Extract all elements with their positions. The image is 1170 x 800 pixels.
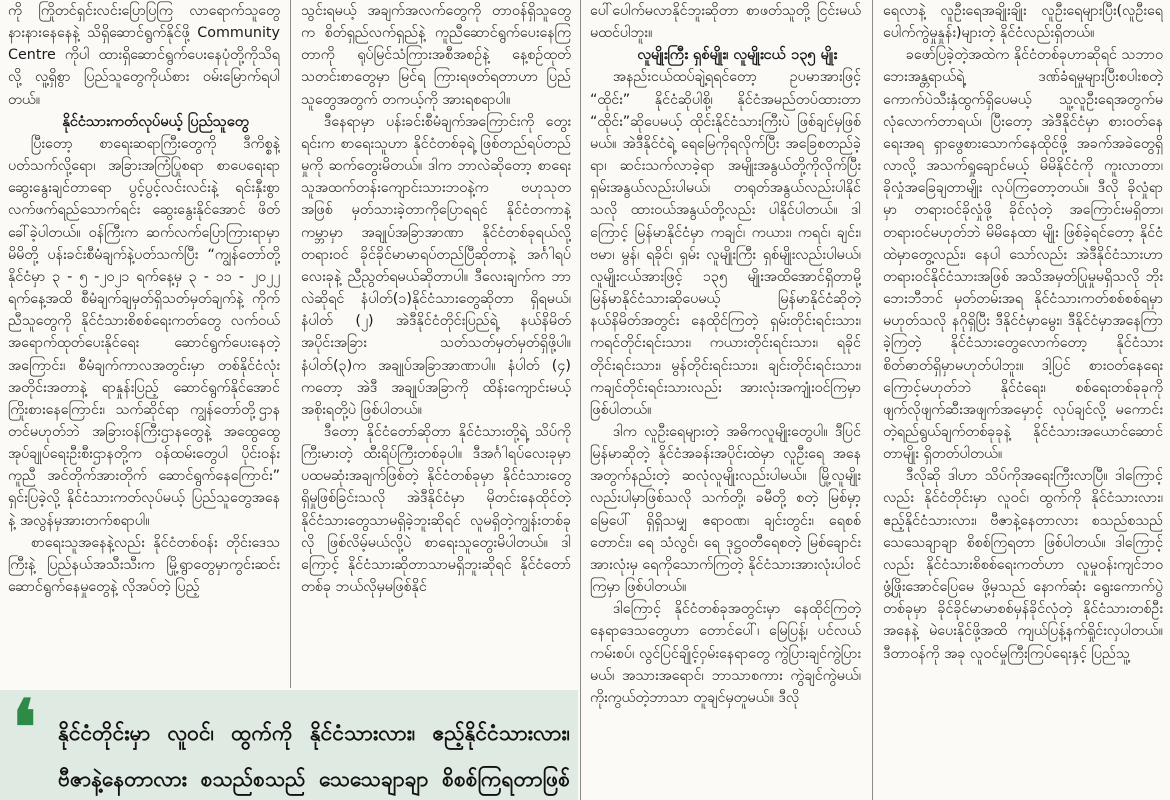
quote-mark-icon: ❛ — [12, 690, 37, 772]
paragraph: ပေါ်ပေါက်မလာနိုင်ဘူးဆိုတာ စာဖတ်သူတို့ ငြင်းမယ်မထင်ပါဘူး။ — [590, 3, 861, 42]
paragraph: ရေလာနဲ့ လူဦးရေအချိုးချိုး လူဦးရေများပြီး(လူဦးရေ ပေါက်ကွဲမှုနှုန်း)များတဲ့ နိုင်ငံလည်းရှိတယ်။ — [883, 3, 1163, 42]
paragraph: စာရေးသူအနေနဲ့လည်း နိုင်ငံတစ်ဝန်း တိုင်းဒေသကြီးနဲ့ ပြည်နယ်အသီးသီးက မြို့ရွာတွေမှာကွင်းဆင်းဆောင်ရွက်နေမှုတွေနဲ့ လိုအပ်တဲ့ ပြည့် — [8, 534, 280, 596]
pull-quote-text: နိုင်ငံတိုင်းမှာ လူဝင်၊ ထွက်ကို နိုင်ငံသားလား၊ ဧည့်နိုင်ငံသားလား၊ ဗီဇာနဲ့နေတာလား စသည်စသည် သေသေချာချာ စိစစ်ကြရတာဖြစ် — [58, 721, 570, 791]
paragraph: ခဖော်ပြခဲ့တဲ့အထဲက နိုင်ငံတစ်ခုဟာဆိုရင် သဘာဝဘေးအန္တရာယ်ရဲ့ ဒဏ်ခံရမှုများပြီးစပါးစတဲ့ ကောက်ပဲသီးနှံထွက်ရှိပေမယ့် သူ့လူဦးရေအတွက်မလုံလောက်တာရယ်၊ ပြီးတော့ အဲဒီနိုင်ငံမှာ စားဝတ်နေရေးအရ ရှာဖွေစားသောက်နေထိုင်ဖို့ အခက်အခဲတွေရှိလာလို့ အသက်ရှုချောင်မယ့် မိမိနိုင်ငံကို ကူးလာတာ၊ ခိုလှုံအခြေချတာမျိုး လုပ်ကြတော့တယ်။ ဒီလို ခိုလှုံရာမှာ တရားဝင်ခိုလှုံဖို့ ခိုင်လုံတဲ့ အကြောင်းမရှိတာ၊ တရားဝင်မဟုတ်ဘဲ မိမိနေထာ မျိုး ဖြစ်ခဲ့ရင်တော့ နိုင်ငံထဲမှာတွေ့လည်း၊ နေပါ သော်လည်း အဲဒီနိုင်ငံသားဟာ တရားဝင်နိုင်ငံသားအဖြစ် အသိအမှတ်ပြုမှုမရှိသလို ဘိုးဘေးဘီဘင် မှတ်တမ်းအရ နိုင်ငံသားကတ်စစ်စစ်ရမှာ မဟုတ်သလို နဂိုရှိပြီး ဒီနိုင်ငံမှာမွေး၊ ဒီနိုင်ငံမှာအနေကြာခဲ့ကြတဲ့ နိုင်ငံသားတွေလောက်တော့ နိုင်ငံသားစိတ်ဓာတ်ရှိမှာမဟုတ်ပါဘူး။ ဒါ့ပြင် စားဝတ်နေရေးကြောင့်မဟုတ်ဘဲ နိုင်ငံရေး၊ စစ်ရေးတစ်ခုခုကိုဖျက်လိုဖျက်ဆီးအဖျက်အမှောင့် လုပ်ချင်လို့ မကောင်းတဲ့ရည်ရွယ်ချက်တစ်ခုခုနဲ့ နိုင်ငံသားအယောင်ဆောင်တာမျိုး ရှိတတ်ပါတယ်။ — [883, 47, 1163, 463]
paragraph: ပြီးတော့ စာရေးဆရာကြီးတွေကို ဒီကိစ္စနဲ့ ပတ်သက်လို့ရော၊ အခြားအကြံပြုစရာ စာပေရေးရာဆွေးနွေးချင်တာရော ပွင့်ပွင့်လင်းလင်းနဲ့ ရင်းနှီးစွာ လက်ဖက်ရည်သောက်ရင်း ဆွေးနွေးနိုင်အောင် ဖိတ်ခေါ်ခဲ့ပါတယ်။ ဝန်ကြီးက ဆက်လက်ပြောကြားရာမှာ မိမိတို့ ပန်းခင်းစီမံချက်နဲ့ပတ်သက်ပြီး “ကျွန်တော်တို့နိုင်ငံမှာ ၃ - ၅ -၂၀၂၁ ရက်နေ့မှ ၃ - ၁၁ - ၂၀၂၂ ရက်နေ့အထိ စီမံချက်ချမှတ်ရှိသတ်မှတ်ချက်နဲ့ ကိုက်ညီသူတွေကို နိုင်ငံသားစိစစ်ရေးကတ်တွေ လက်ဝယ်အရောက်ထုတ်ပေးနိုင်ရေး ဆောင်ရွက်ပေးနေတဲ့အကြောင်း၊ စီမံချက်ကာလအတွင်းမှာ တစ်နိုင်ငံလုံးအတိုင်းအတာနဲ့ ရာနှုန်းပြည့် ဆောင်ရွက်နိုင်အောင် ကြိုးစားနေကြောင်း၊ သက်ဆိုင်ရာ ကျွန်တော်တို့ဌာနတင်မဟုတ်ဘဲ အခြားဝန်ကြီးဌာနတွေနဲ့ အထွေထွေအုပ်ချုပ်ရေးဦးစီးဌာနတို့က ဝန်ထမ်းတွေပါ ပိုင်းဝန်းကူညီ အင်တိုက်အားတိုက် ဆောင်ရွက်နေကြောင်း” ရှင်းပြခဲ့လို့ နိုင်ငံသားကတ်လုပ်မယ့် ပြည်သူတွေအနေနဲ့ အလွန်မှအားတက်စရာပါ။ — [8, 135, 280, 529]
pull-quote-box — [0, 690, 578, 800]
section-heading: လူမျိုးကြီး ရှစ်မျိုး၊ လူမျိုးငယ် ၁၃၅ မျိုး — [637, 46, 838, 64]
paragraph: ဒီတော့ နိုင်ငံတော်ဆိုတာ နိုင်ငံသားတို့ရဲ့ သိပ်ကိုကြီးမားတဲ့ ထီးရိပ်ကြီးတစ်ခုပါ။ ဒီအင်္ဂါရပ်လေးခုမှာ ပထမဆုံးအချက်ဖြစ်တဲ့ နိုင်ငံတစ်ခုမှာ နိုင်ငံသားတွေရှိမှုဖြစ်ခြင်းသလို အဲဒီနိုင်ငံမှာ မိုတင်းနေထိုင်တဲ့ နိုင်ငံသားတွေသာမရှိခဲ့ဘူးဆိုရင် လူမရှိတဲ့ကျွန်းတစ်ခုလို ဖြစ်လိမ့်မယ်လို့ပဲ စာရေးသူတွေးမိပါတယ်။ ဒါကြောင့် နိုင်ငံသားဆိုတာသာမရှိဘူးဆိုရင် နိုင်ငံတော်တစ်ခု ဘယ်လိုမှမဖြစ်နိုင် — [301, 423, 571, 596]
article-column-4 — [883, 0, 1163, 800]
paragraph: သွင်းရမယ့် အချက်အလက်တွေကို တာဝန်ရှိသူတွေက စိတ်ရှည်လက်ရှည်နဲ့ ကူညီဆောင်ရွက်ပေးနေကြတာကို ရုပ်မြင်သံကြားအစီအစဉ်နဲ့ နေ့စဉ်ထုတ် သတင်းစာတွေမှာ မြင်ရ ကြားရဖတ်ရတာဟာ ပြည်သူတွေအတွက် တကယ့်ကို အားရစရာပါ။ — [301, 3, 571, 108]
section-heading: နိုင်ငံသားကတ်လုပ်မယ့် ပြည်သူတွေ — [62, 112, 250, 130]
column-divider — [872, 0, 873, 800]
column-divider — [580, 0, 581, 800]
paragraph: ဒါက လူဦးရေများတဲ့ အဓိကလူမျိုးတွေပါ။ ဒီပြင် မြန်မာဆိုတဲ့ နိုင်ငံအခန်းအပိုင်းထဲမှာ လူဦးရေ အနေအတွက်နည်းတဲ့ ဆလုံလူမျိုးလည်းပါမယ်။ မြို့လူမျိုးလည်းပါမှာဖြစ်သလို သက်တို့၊ ခမီတို့ စတဲ့ မြစ်မှာ့မြေပေါ် ရှိရှိသမျှ ဧရာဝဏ၊ ချင်းတွင်း၊ ရေစစ် တောင်း၊ ရေ သံလွင်၊ ရေ ဒုဋ္ဌဝတီရေစတဲ့ မြစ်ချောင်းအားလုံးမှ ရေကိုသောက်ကြတဲ့ နိုင်ငံသားအားလုံးပါဝင်ကြမှာ ဖြစ်ပါတယ်။ — [590, 423, 861, 596]
paragraph: ကို ကြိုတင်ရှင်းလင်းပြောပြကြ လာရောက်သူတွေ နားနားနေနေနဲ့ သိရှိဆောင်ရွက်နိုင်ဖို့ Community Centre ကိုပါ ထားရှိဆောင်ရွက်ပေးနေပုံတို့ကိုသိရလို့ လူ့ရှိစွာ ပြည်သူတွေကိုယ်စား ဝမ်းမြောက်ရပါတယ်။ — [8, 3, 280, 108]
paragraph: ဒီလိုဆို ဒါဟာ သိပ်ကိုအရေးကြီးလာပြီ။ ဒါကြောင့်လည်း နိုင်ငံတိုင်းမှာ လူဝင်၊ ထွက်ကို နိုင်ငံသားလား၊ ဧည့်နိုင်ငံသားလား၊ ဗီဇာနဲ့နေတာလား စသည်စသည် သေသေချာချာ စိစစ်ကြရတာ ဖြစ်ပါတယ်။ ဒါကြောင့်လည်း နိုင်ငံသားစိစစ်ရေးကတ်ဟာ လူမှုဝန်းကျင်ဘဝ ဖွံ့ဖြိုးအောင်ပြေမေ ဖို့မှသည် နောက်ဆုံး ရွေးကောက်ပွဲတစ်ခုမှာ ခိုင်ခိုင်မာမာစစ်မှန်ခိုင်လုံတဲ့ နိုင်ငံသားတစ်ဦးအနေနဲ့ မဲပေးနိုင်ဖို့အထိ ကျယ်ပြန့်နက်ရှိုင်းလှပါတယ်။ ဒီတာဝန်ကို အခု လူဝင်မှုကြီးကြပ်ရေးနှင့် ပြည်သူ့ — [883, 468, 1163, 662]
article-column-2 — [301, 0, 571, 688]
paragraph: ဒါကြောင့် နိုင်ငံတစ်ခုအတွင်းမှာ နေထိုင်ကြတဲ့ နေရာဒေသတွေဟာ တောင်ပေါ်၊ မြေပြန့်၊ ပင်လယ်ကမ်းစပ်၊ လွင်ပြင်ချိုင့်ဝှမ်းနေရာတွေ ကွဲပြားချင်ကွဲပြားမယ်၊ အသားအရောင်၊ ဘာသာစကား ကွဲချင်ကွဲမယ်၊ ကိုးကွယ်တဲ့ဘာသာ တူချင်မှတူမယ်။ ဒီလို — [590, 601, 861, 706]
article-column-3 — [590, 0, 861, 800]
column-divider — [290, 0, 291, 688]
paragraph: ဒီနေရာမှာ ပန်းခင်းစီမံချက်အကြောင်းကို တွေးရင်းက စာရေးသူဟာ နိုင်ငံတစ်ခုရဲ့ ဖြစ်တည်ရပ်တည်မှုကို ဆက်တွေးမိတယ်။ ဒါက ဘာလဲဆိုတော့ စာရေးသူအထက်တန်းကျောင်းသားဘဝနဲ့က ဗဟုသုတအဖြစ် မှတ်သားခဲ့တာကိုပြောရရင် နိုင်ငံတကာနဲ့ ကမ္ဘာမှာ အချုပ်အခြာအာဏာ နိုင်ငံတစ်ခုရယ်လို့ တရားဝင် ခိုင်ခိုင်မာမာရပ်တည်ပြီဆိုတာနဲ့ အင်္ဂါရပ်လေးခုနဲ့ ညီညွတ်ရမယ်ဆိုတာပါ။ ဒီလေးချက်က ဘာလဲဆိုရင် နံပါတ်(၁)နိုင်ငံသားတွေဆိုတာ ရှိရမယ်၊ နံပါတ် (၂) အဲဒီနိုင်ငံတိုင်းပြည်ရဲ့ နယ်နိမိတ်အပိုင်းအခြား သတ်သတ်မှတ်မှတ်ရှိဖို့ပါ။ နံပါတ်(၃)က အချုပ်အခြာအာဏာပါ။ နံပါတ် (၄) ကတော့ အဲဒီ အချုပ်အခြာကို ထိန်းကျောင်းမယ့် အစိုးရတို့ပဲ ဖြစ်ပါတယ်။ — [301, 113, 571, 418]
article-column-1 — [8, 0, 280, 800]
paragraph: အနည်းငယ်ထပ်ချဲ့ရရင်တော့ ဥပမာအားဖြင့် “ထိုင်း” နိုင်ငံဆိုပါစို့၊ နိုင်ငံအမည်တပ်ထားတာ “ထိုင်း”ဆိုပေမယ့် ထိုင်းနိုင်ငံသားကြီးပဲ ဖြစ်ချင်မှဖြစ်မယ်။ အဲဒီနိုင်ငံရဲ့ ရေမြေကိုရလိုက်ပြီး အခြေစတည်ခဲ့ရာ၊ ဆင်းသက်လာခဲ့ရာ အမျိုးအနွယ်တို့ကိုလိုက်ပြီး ရှမ်းအနွယ်လည်းပါမယ်၊ တရုတ်အနွယ်လည်းပါနိုင်သလို ထားဝယ်အနွယ်တို့လည်း ပါနိုင်ပါတယ်။ ဒါကြောင့် မြန်မာနိုင်ငံမှာ ကချင်၊ ကယား၊ ကရင်၊ ချင်း၊ ဗမာ၊ မွန်၊ ရခိုင်၊ ရှမ်း လူမျိုးကြီး ရှစ်မျိုးလည်းပါမယ်၊ လူမျိုးငယ်အားဖြင့် ၁၃၅ မျိုးအထိအောင်ရှိတာမို့ မြန်မာနိုင်ငံသားဆိုပေမယ့် မြန်မာနိုင်ငံဆိုတဲ့ နယ်နိမိတ်အတွင်း နေထိုင်ကြတဲ့ ရှမ်းတိုင်းရင်းသား၊ ကရင်တိုင်းရင်းသား၊ ကယားတိုင်းရင်းသား၊ ရခိုင်တိုင်းရင်းသား၊ မွန်တိုင်းရင်းသား၊ ချင်းတိုင်းရင်းသား၊ ကချင်တိုင်းရင်းသားလည်း အားလုံးအကျုံးဝင်ကြမှာ ဖြစ်ပါတယ်။ — [590, 69, 861, 418]
